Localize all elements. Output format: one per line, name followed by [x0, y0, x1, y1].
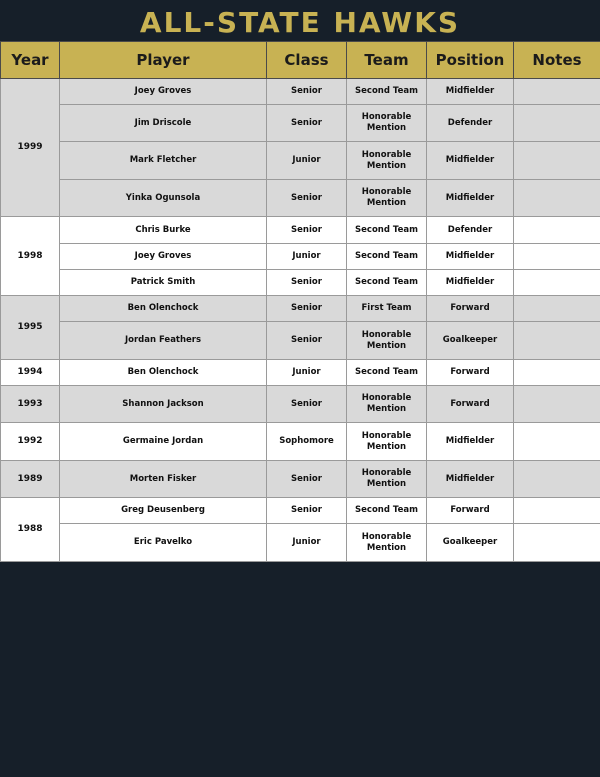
team-cell: Honorable Mention	[347, 386, 427, 423]
team-cell: Second Team	[347, 498, 427, 524]
player-cell: Eric Pavelko	[60, 524, 267, 562]
table-row	[1, 180, 600, 217]
class-cell: Junior	[267, 524, 347, 562]
table-row	[1, 423, 600, 461]
class-cell: Sophomore	[267, 423, 347, 461]
player-cell: Shannon Jackson	[60, 386, 267, 423]
player-cell: Ben Olenchock	[60, 296, 267, 322]
col-header-position: Position	[427, 42, 514, 79]
team-cell: Second Team	[347, 217, 427, 244]
position-cell: Forward	[427, 498, 514, 524]
player-cell: Patrick Smith	[60, 270, 267, 296]
table-row	[1, 79, 600, 105]
position-cell: Defender	[427, 105, 514, 142]
player-cell: Mark Fletcher	[60, 142, 267, 180]
notes-cell	[514, 498, 600, 524]
class-cell: Senior	[267, 386, 347, 423]
class-cell: Senior	[267, 322, 347, 360]
position-cell: Midfielder	[427, 423, 514, 461]
table-row	[1, 217, 600, 244]
page-title: ALL-STATE HAWKS	[139, 6, 461, 39]
class-cell: Senior	[267, 79, 347, 105]
team-cell: First Team	[347, 296, 427, 322]
team-cell: Second Team	[347, 270, 427, 296]
player-cell: Jim Driscole	[60, 105, 267, 142]
player-cell: Jordan Feathers	[60, 322, 267, 360]
col-header-player: Player	[60, 42, 267, 79]
notes-cell	[514, 322, 600, 360]
col-header-notes: Notes	[514, 42, 600, 79]
notes-cell	[514, 524, 600, 562]
team-cell: Second Team	[347, 244, 427, 270]
position-cell: Goalkeeper	[427, 322, 514, 360]
team-cell: Second Team	[347, 360, 427, 386]
player-cell: Morten Fisker	[60, 461, 267, 498]
class-cell: Senior	[267, 180, 347, 217]
team-cell: Honorable Mention	[347, 524, 427, 562]
notes-cell	[514, 244, 600, 270]
notes-cell	[514, 180, 600, 217]
year-cell: 1994	[1, 360, 60, 386]
position-cell: Forward	[427, 360, 514, 386]
position-cell: Defender	[427, 217, 514, 244]
col-header-class: Class	[267, 42, 347, 79]
table-row	[1, 105, 600, 142]
team-cell: Honorable Mention	[347, 105, 427, 142]
class-cell: Senior	[267, 217, 347, 244]
position-cell: Forward	[427, 296, 514, 322]
team-cell: Honorable Mention	[347, 423, 427, 461]
notes-cell	[514, 423, 600, 461]
year-cell: 1998	[1, 217, 60, 296]
class-cell: Junior	[267, 142, 347, 180]
notes-cell	[514, 142, 600, 180]
table-row	[1, 296, 600, 322]
notes-cell	[514, 360, 600, 386]
class-cell: Senior	[267, 270, 347, 296]
notes-cell	[514, 270, 600, 296]
team-cell: Honorable Mention	[347, 461, 427, 498]
position-cell: Midfielder	[427, 180, 514, 217]
year-cell: 1988	[1, 498, 60, 562]
player-cell: Chris Burke	[60, 217, 267, 244]
position-cell: Midfielder	[427, 142, 514, 180]
player-cell: Ben Olenchock	[60, 360, 267, 386]
year-cell: 1999	[1, 79, 60, 217]
notes-cell	[514, 386, 600, 423]
class-cell: Senior	[267, 105, 347, 142]
position-cell: Midfielder	[427, 270, 514, 296]
all-state-table	[0, 41, 600, 562]
player-cell: Joey Groves	[60, 79, 267, 105]
table-row	[1, 270, 600, 296]
team-cell: Honorable Mention	[347, 142, 427, 180]
position-cell: Goalkeeper	[427, 524, 514, 562]
table-row	[1, 498, 600, 524]
table-row	[1, 322, 600, 360]
table-row	[1, 360, 600, 386]
notes-cell	[514, 79, 600, 105]
table-row	[1, 461, 600, 498]
header-row	[1, 42, 600, 79]
position-cell: Midfielder	[427, 79, 514, 105]
player-cell: Joey Groves	[60, 244, 267, 270]
class-cell: Senior	[267, 461, 347, 498]
team-cell: Honorable Mention	[347, 322, 427, 360]
team-cell: Honorable Mention	[347, 180, 427, 217]
player-cell: Germaine Jordan	[60, 423, 267, 461]
class-cell: Junior	[267, 244, 347, 270]
notes-cell	[514, 461, 600, 498]
table-body	[1, 79, 600, 562]
year-cell: 1989	[1, 461, 60, 498]
table-row	[1, 386, 600, 423]
table-row	[1, 524, 600, 562]
col-header-team: Team	[347, 42, 427, 79]
col-header-year: Year	[1, 42, 60, 79]
class-cell: Senior	[267, 296, 347, 322]
notes-cell	[514, 217, 600, 244]
year-cell: 1993	[1, 386, 60, 423]
team-cell: Second Team	[347, 79, 427, 105]
class-cell: Senior	[267, 498, 347, 524]
position-cell: Midfielder	[427, 461, 514, 498]
class-cell: Junior	[267, 360, 347, 386]
year-cell: 1995	[1, 296, 60, 360]
table-row	[1, 244, 600, 270]
notes-cell	[514, 296, 600, 322]
player-cell: Yinka Ogunsola	[60, 180, 267, 217]
table-row	[1, 142, 600, 180]
position-cell: Forward	[427, 386, 514, 423]
year-cell: 1992	[1, 423, 60, 461]
position-cell: Midfielder	[427, 244, 514, 270]
player-cell: Greg Deusenberg	[60, 498, 267, 524]
notes-cell	[514, 105, 600, 142]
